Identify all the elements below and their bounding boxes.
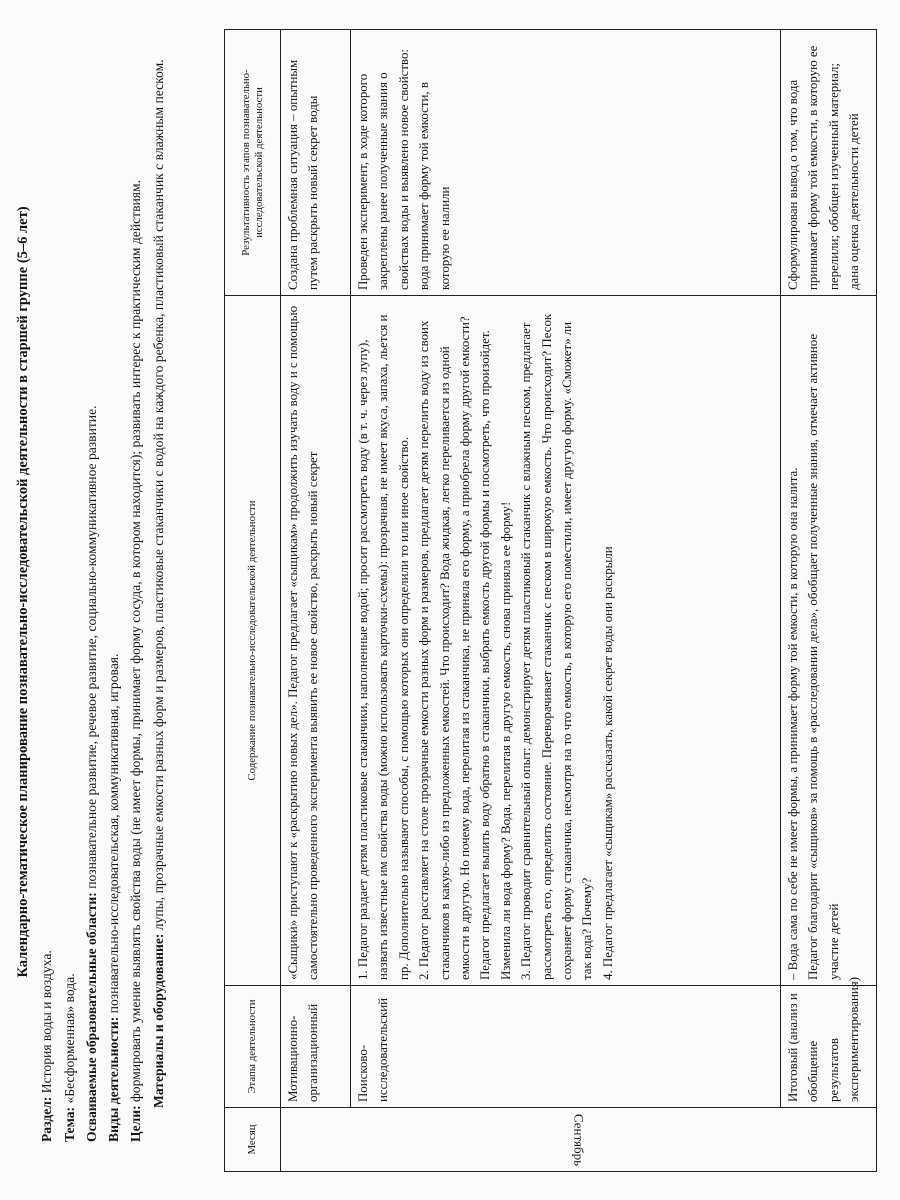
topic-line [59,42,81,1142]
content-cell [781,296,877,986]
stage-cell: Поисково-исследовательский [351,986,781,1108]
areas-line [81,42,103,1142]
content-step: Педагог благодарит «сыщиков» за помощь в «расследовании дела», обобщает полученные знания, отмечает активное участие детей [806,333,841,980]
stage-cell: Мотивационно-организационный [281,986,351,1108]
table-row-final [781,30,877,1172]
month-cell [281,1108,877,1172]
activities-line [103,42,125,1142]
result-cell: Создана проблемная ситуация – опытным путем раскрыть новый секрет воды [281,30,351,296]
table-row-motivational [281,30,351,1172]
column-header-content: Содержание познавательно-исследовательской деятельности [225,296,281,986]
areas-label: Осваиваемые образовательные области: [83,892,99,1142]
section-line [36,42,58,1142]
content-cell [351,296,781,986]
materials-value: лупы, прозрачные емкости разных форм и размеров, пластиковые стаканчики с водой на каждого ребенка, пластиковый стаканчик с влажным песком. [150,59,166,931]
section-label: Раздел: [39,1096,55,1142]
materials-label: Материалы и оборудование: [150,933,166,1108]
content-step: – Вода сама по себе не имеет формы, а принимает форму той емкости, в которую она налита. [786,467,800,980]
column-header-month: Месяц [225,1108,281,1172]
content-step: 2. Педагог расставляет на столе прозрачные емкости разных форм и размеров, предлагает детям перелить воду из своих стаканчиков в какую-либо из предложенных емкостей. Что происходит? Вода жидкая, легко переливается из одной емкости в другую. Но почему вода, перелитая из стаканчика, не приняла его форму, а приобрела форму другой емкости? Педагог предлагает вылить воду обратно в стаканчики, выбрать емкость другой формы и посмотреть, что произойдет. Изменила ли вода форму? Вода, перелитая в другую емкость, снова приняла ее форму! [417,316,513,980]
content-step: 3. Педагог проводит сравнительный опыт: демонстрирует детям пластиковый стаканчик с влажным песком, предлагает рассмотреть его, определить состояние. Переворачивает стаканчик с песком в широкую емкость. Что происходит? Песок сохраняет форму стаканчика, несмотря на то что емкость, в которую его поместили, имеет другую форму. «Сможет» ли так вода? Почему? [519,313,595,980]
content-step: 4. Педагог предлагает «сыщикам» рассказать, какой секрет воды они раскрыли [600,546,615,980]
result-cell: Сформулирован вывод о том, что вода принимает форму той емкости, в которую ее перелили; обобщен изученный материал; дана оценка деятельности детей [781,30,877,296]
table-row-research [351,30,781,1172]
column-header-results: Результативность этапов познавательно-исследовательской деятельности [225,30,281,296]
goals-label: Цели: [128,1105,144,1142]
goals-value: формировать умение выявлять свойства воды (не имеет формы, принимает форму сосуда, в котором находится); развивать интерес к практическим действиям. [128,179,144,1102]
month-value: Сентябрь [571,1113,587,1166]
topic-value: «Бесформенная» вода. [61,973,77,1104]
document-header [12,42,170,1142]
table-header-row [225,30,281,1172]
activities-label: Виды деятельности: [106,1016,122,1142]
section-value: История воды и воздуха. [39,950,55,1094]
result-cell: Проведен эксперимент, в ходе которого закреплены ранее полученные знания о свойствах воды и выявлено новое свойство: вода принимает форму той емкости, в которую ее налили [351,30,781,296]
planning-table [224,29,877,1172]
content-step: 1. Педагог раздает детям пластиковые стаканчики, наполненные водой; просит рассмотреть воду (в т. ч. через лупу), назвать известные им свойства воды (можно использовать карточки-схемы): прозрачная, не имеет вкуса, запаха, льется и пр. Дополнительно называют способы, с помощью которых они определили то или иное свойство. [356,314,411,980]
content-cell: «Сыщики» приступают к «раскрытию новых дел». Педагог предлагает «сыщикам» продолжить изучать воду и с помощью самостоятельно проведенного эксперимента выявить ее новое свойство, раскрыть новый секрет [281,296,351,986]
areas-value: познавательное развитие, речевое развитие, социально-коммуникативное развитие. [83,405,99,889]
column-header-stages: Этапы деятельности [225,986,281,1108]
document-title: Календарно-тематическое планирование познавательно-исследовательской деятельности в старшей группе (5–6 лет) [15,206,31,978]
materials-line [148,42,170,1142]
stage-cell: Итоговый (анализ и обобщение результатов экспериментирования) [781,986,877,1108]
activities-value: познавательно-исследовательская, коммуникативная, игровая. [106,653,122,1014]
goals-line [125,42,147,1142]
topic-label: Тема: [61,1106,77,1142]
